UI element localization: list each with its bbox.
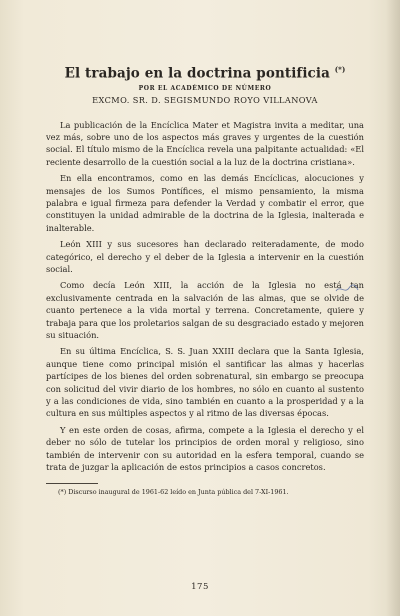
page-number: 175 xyxy=(191,582,209,592)
pen-mark-icon xyxy=(334,282,360,296)
title-note-mark: (*) xyxy=(334,65,346,74)
paragraph-4: Como decía León XIII, la acción de la Iglesia no está tan exclusivamente centrada en la salvación de las almas, que se olvide de cuanto pertenece a la vida mortal y terrena. Concretamente, quiere y trabaja para que los proletarios salgan de su desgraciado estado y mejoren su situación. xyxy=(46,280,364,340)
paragraph-3: León XIII y sus sucesores han declarado reiteradamente, de modo categórico, el derecho y el deber de la Iglesia a intervenir en la cuestión social. xyxy=(46,239,364,274)
paragraph-6: Y en este orden de cosas, afirma, compete a la Iglesia el derecho y el deber no sólo de tutelar los principios de orden moral y religioso, sino también de intervenir con su autoridad en la esfera temporal, cuando se trata de juzgar la aplicación de estos principios a casos concretos. xyxy=(46,424,364,473)
article-title xyxy=(46,62,364,82)
page-edge-shadow xyxy=(386,0,400,616)
footnote-divider xyxy=(46,483,98,484)
paragraph-1: La publicación de la Encíclica Mater et Magistra invita a meditar, una vez más, sobre uno de los aspectos más graves y urgentes de la cuestión social. El título mismo de la Encíclica revela una palpitante actualidad: «El reciente desarrollo de la cuestión social a la luz de la doctrina cristiana». xyxy=(46,119,364,167)
page-content xyxy=(46,62,364,497)
article-title-text: El trabajo en la doctrina pontificia xyxy=(64,65,330,82)
paragraph-2: En ella encontramos, como en las demás Encíclicas, alocuciones y mensajes de los Sumos Pontífices, el mismo pensamiento, la misma palabra e igual firmeza para defender la Verdad y combatir el error, que constituyen la unidad admirable de la doctrina de la Iglesia, inalterada e inalterable. xyxy=(46,173,364,233)
article-byline: POR EL ACADÉMICO DE NÚMERO xyxy=(138,84,272,92)
article-author: EXCMO. SR. D. SEGISMUNDO ROYO VILLANOVA xyxy=(92,94,318,105)
paragraph-5: En su última Encíclica, S. S. Juan XXIII declara que la Santa Iglesia, aunque tiene como principal misión el santificar las almas y hacerlas partícipes de los bienes del orden sobrenatural, sin embargo se preocupa con solicitud del vivir diario de los hombres, no sólo en cuanto al sustento y a las condiciones de vida, sino también en cuanto a la prosperidad y a la cultura en sus múltiples aspectos y al ritmo de las diversas épocas. xyxy=(46,346,364,419)
footnote: (*) Discurso inaugural de 1961-62 leído en Junta pública del 7-XI-1961. xyxy=(58,488,289,497)
article-body xyxy=(46,119,364,474)
